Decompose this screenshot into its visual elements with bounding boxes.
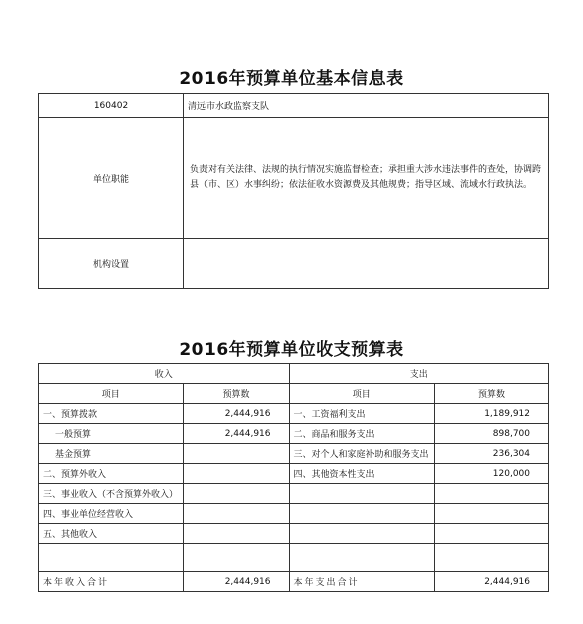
total-expense-amount: 2,444,916 (435, 572, 549, 592)
expense-item (289, 484, 435, 504)
table-row (39, 464, 549, 484)
info-table-title: 2016年预算单位基本信息表 (179, 69, 404, 89)
income-item-col-header: 项目 (39, 384, 184, 404)
income-header: 收入 (39, 364, 290, 384)
income-amount: 2,444,916 (183, 404, 289, 424)
income-item: 基金预算 (39, 444, 184, 464)
unit-code: 160402 (39, 94, 184, 118)
income-amount-col-header: 预算数 (183, 384, 289, 404)
duties-label: 单位职能 (39, 118, 184, 239)
table-row (39, 524, 549, 544)
table-row (39, 424, 549, 444)
expense-item: 二、商品和服务支出 (289, 424, 435, 444)
expense-amount (435, 504, 549, 524)
expense-item: 一、工资福利支出 (289, 404, 435, 424)
expense-amount: 120,000 (435, 464, 549, 484)
table-row (39, 444, 549, 464)
expense-item: 三、对个人和家庭补助和服务支出 (289, 444, 435, 464)
expense-amount-col-header: 预算数 (435, 384, 549, 404)
income-amount (183, 524, 289, 544)
table-row (39, 484, 549, 504)
income-amount (183, 444, 289, 464)
expense-item (289, 544, 435, 572)
income-item (39, 544, 184, 572)
income-amount (183, 544, 289, 572)
expense-item: 四、其他资本性支出 (289, 464, 435, 484)
total-row (39, 572, 549, 592)
duties-text: 负责对有关法律、法规的执行情况实施监督检查；承担重大涉水违法事件的查处，协调跨县（市、区）水事纠纷；依法征收水资源费及其他规费；指导区域、流域水行政执法。 (184, 118, 549, 239)
total-income-amount: 2,444,916 (183, 572, 289, 592)
income-amount (183, 484, 289, 504)
table-row (39, 544, 549, 572)
income-item: 四、事业单位经营收入 (39, 504, 184, 524)
income-item: 五、其他收入 (39, 524, 184, 544)
income-amount (183, 504, 289, 524)
expense-item (289, 504, 435, 524)
expense-amount (435, 524, 549, 544)
total-expense-label: 本年支出合计 (289, 572, 435, 592)
budget-table-title: 2016年预算单位收支预算表 (179, 340, 404, 360)
table-row (39, 404, 549, 424)
income-item: 二、预算外收入 (39, 464, 184, 484)
expense-amount: 1,189,912 (435, 404, 549, 424)
budget-table (38, 363, 549, 592)
income-amount: 2,444,916 (183, 424, 289, 444)
org-value (184, 239, 549, 289)
table-row (39, 504, 549, 524)
income-item: 一、预算拨款 (39, 404, 184, 424)
expense-amount (435, 484, 549, 504)
org-label: 机构设置 (39, 239, 184, 289)
expense-item (289, 524, 435, 544)
total-income-label: 本年收入合计 (39, 572, 184, 592)
unit-name: 清远市水政监察支队 (184, 94, 549, 118)
expense-amount: 898,700 (435, 424, 549, 444)
expense-item-col-header: 项目 (289, 384, 435, 404)
income-amount (183, 464, 289, 484)
income-item: 一般预算 (39, 424, 184, 444)
expense-amount: 236,304 (435, 444, 549, 464)
expense-amount (435, 544, 549, 572)
income-item: 三、事业收入（不含预算外收入） (39, 484, 184, 504)
expense-header: 支出 (289, 364, 549, 384)
basic-info-table (38, 93, 549, 289)
